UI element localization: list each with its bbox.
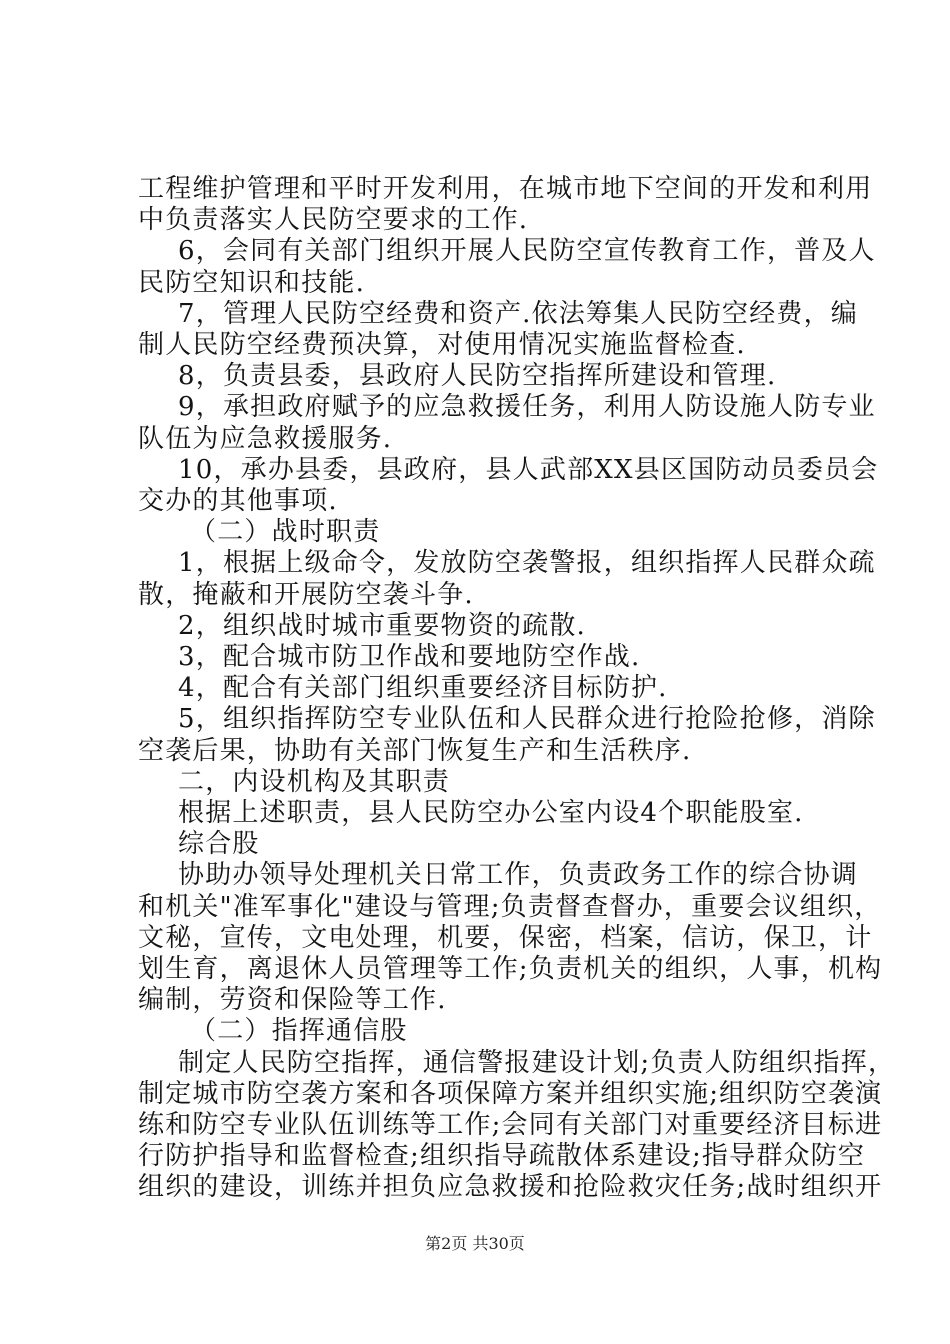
text-line: 1，根据上级命令，发放防空袭警报，组织指挥人民群众疏 bbox=[178, 548, 876, 578]
text-line: 2，组织战时城市重要物资的疏散. bbox=[178, 611, 587, 641]
text-line: 散，掩蔽和开展防空袭斗争. bbox=[138, 580, 474, 610]
text-line: 5，组织指挥防空专业队伍和人民群众进行抢险抢修，消除 bbox=[178, 704, 876, 734]
text-line: 中负责落实人民防空要求的工作. bbox=[138, 205, 529, 235]
section-heading: 综合股 bbox=[178, 829, 260, 859]
text-line: 划生育，离退休人员管理等工作;负责机关的组织，人事，机构 bbox=[138, 954, 883, 984]
text-line: 4，配合有关部门组织重要经济目标防护. bbox=[178, 673, 668, 703]
text-line: 8，负责县委，县政府人民防空指挥所建设和管理. bbox=[178, 361, 777, 391]
text-line: 协助办领导处理机关日常工作，负责政务工作的综合协调 bbox=[178, 860, 859, 890]
text-line: 练和防空专业队伍训练等工作;会同有关部门对重要经济目标进 bbox=[138, 1110, 883, 1140]
page-footer: 第2页 共30页 bbox=[425, 1234, 525, 1253]
text-line: 编制，劳资和保险等工作. bbox=[138, 985, 447, 1015]
text-line: 制定人民防空指挥，通信警报建设计划;负责人防组织指挥， bbox=[178, 1048, 896, 1078]
text-line: 7，管理人民防空经费和资产.依法筹集人民防空经费，编 bbox=[178, 299, 859, 329]
text-line: 组织的建设，训练并担负应急救援和抢险救灾任务;战时组织开 bbox=[138, 1172, 883, 1202]
section-heading: 二，内设机构及其职责 bbox=[178, 767, 451, 797]
text-line: 文秘，宣传，文电处理，机要，保密，档案，信访，保卫，计 bbox=[138, 923, 873, 953]
text-line: 根据上述职责，县人民防空办公室内设4个职能股室. bbox=[178, 798, 804, 828]
text-line: 制定城市防空袭方案和各项保障方案并组织实施;组织防空袭演 bbox=[138, 1079, 883, 1109]
text-line: 行防护指导和监督检查;组织指导疏散体系建设;指导群众防空 bbox=[138, 1141, 866, 1171]
text-line: 交办的其他事项. bbox=[138, 486, 338, 516]
section-heading: （二）战时职责 bbox=[190, 517, 381, 547]
text-line: 6，会同有关部门组织开展人民防空宣传教育工作，普及人 bbox=[178, 236, 876, 266]
text-line: 工程维护管理和平时开发利用，在城市地下空间的开发和利用 bbox=[138, 174, 873, 204]
text-line: 10，承办县委，县政府，县人武部XX县区国防动员委员会 bbox=[178, 455, 879, 485]
text-line: 空袭后果，协助有关部门恢复生产和生活秩序. bbox=[138, 736, 692, 766]
text-line: 3，配合城市防卫作战和要地防空作战. bbox=[178, 642, 641, 672]
text-line: 制人民防空经费预决算，对使用情况实施监督检查. bbox=[138, 330, 746, 360]
text-line: 和机关"准军事化"建设与管理;负责督查督办，重要会议组织， bbox=[138, 892, 882, 922]
text-line: 民防空知识和技能. bbox=[138, 268, 366, 298]
text-line: 9，承担政府赋予的应急救援任务，利用人防设施人防专业 bbox=[178, 392, 876, 422]
section-heading: （二）指挥通信股 bbox=[190, 1016, 408, 1046]
text-line: 队伍为应急救援服务. bbox=[138, 424, 393, 454]
